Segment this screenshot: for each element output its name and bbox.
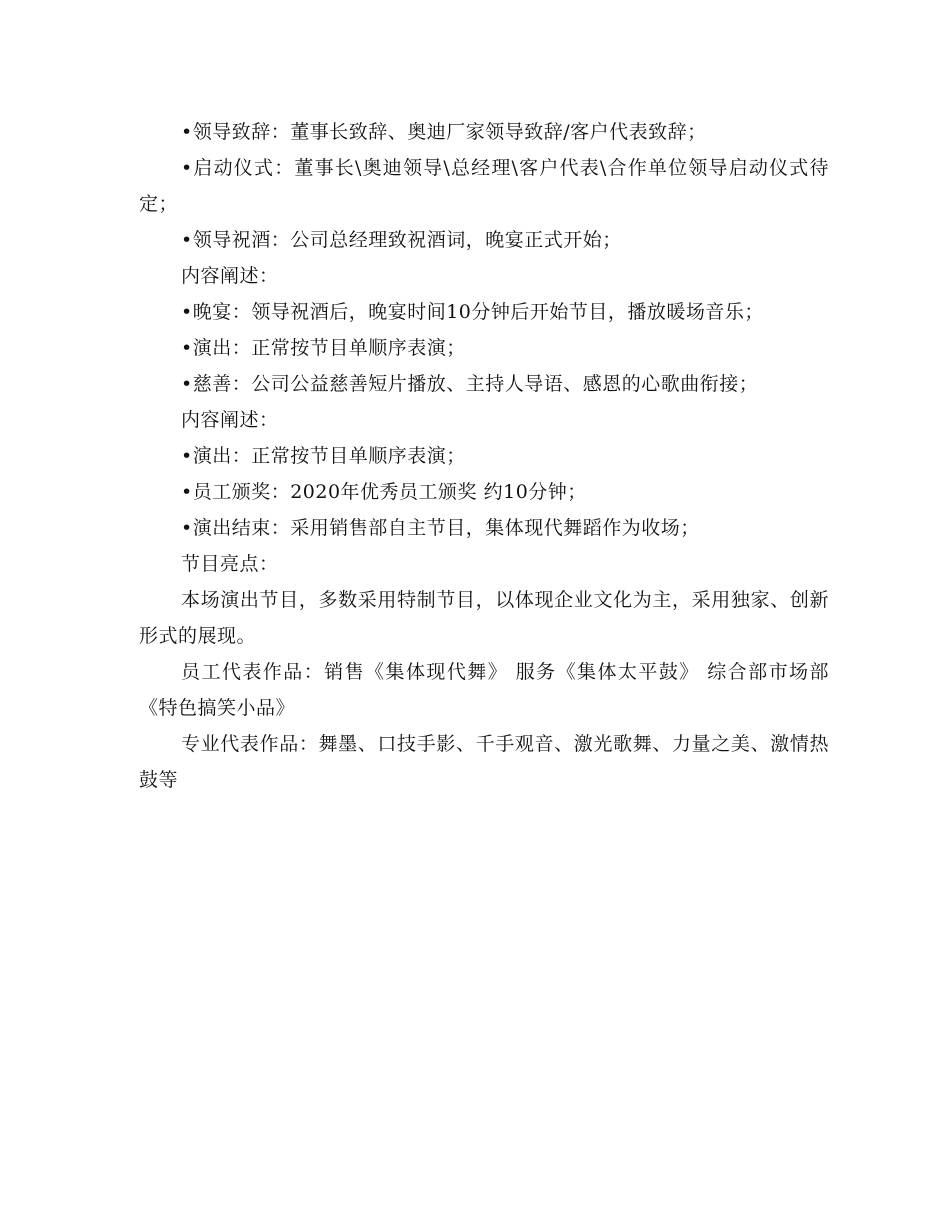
employee-works-paragraph: 员工代表作品：销售《集体现代舞》 服务《集体太平鼓》 综合部市场部 《特色搞笑小品》 <box>139 661 829 719</box>
section-heading-highlights: 节目亮点： <box>181 553 279 575</box>
document-body <box>139 114 829 798</box>
performance-end-item: •演出结束：采用销售部自主节目，集体现代舞蹈作为收场； <box>181 517 700 539</box>
leader-speech-item: •领导致辞：董事长致辞、奥迪厂家领导致辞/客户代表致辞； <box>181 121 707 143</box>
performance-item-2: •演出：正常按节目单顺序表演； <box>181 445 466 467</box>
charity-item: •慈善：公司公益慈善短片播放、主持人导语、感恩的心歌曲衔接； <box>181 373 759 395</box>
banquet-item: •晚宴：领导祝酒后，晚宴时间10分钟后开始节目，播放暖场音乐； <box>181 301 764 323</box>
launch-ceremony-item: •启动仪式：董事长\奥迪领导\总经理\客户代表\合作单位领导启动仪式待定； <box>139 157 829 215</box>
employee-award-item: •员工颁奖：2020年优秀员工颁奖 约10分钟； <box>181 481 587 503</box>
section-heading-content-description-2: 内容阐述： <box>181 409 279 431</box>
section-heading-content-description: 内容阐述： <box>181 265 279 287</box>
performance-item: •演出：正常按节目单顺序表演； <box>181 337 466 359</box>
highlights-paragraph: 本场演出节目，多数采用特制节目，以体现企业文化为主，采用独家、创新形式的展现。 <box>139 589 829 647</box>
leader-toast-item: •领导祝酒：公司总经理致祝酒词，晚宴正式开始； <box>181 229 622 251</box>
professional-works-paragraph: 专业代表作品：舞墨、口技手影、千手观音、激光歌舞、力量之美、激情热鼓等 <box>139 733 829 791</box>
